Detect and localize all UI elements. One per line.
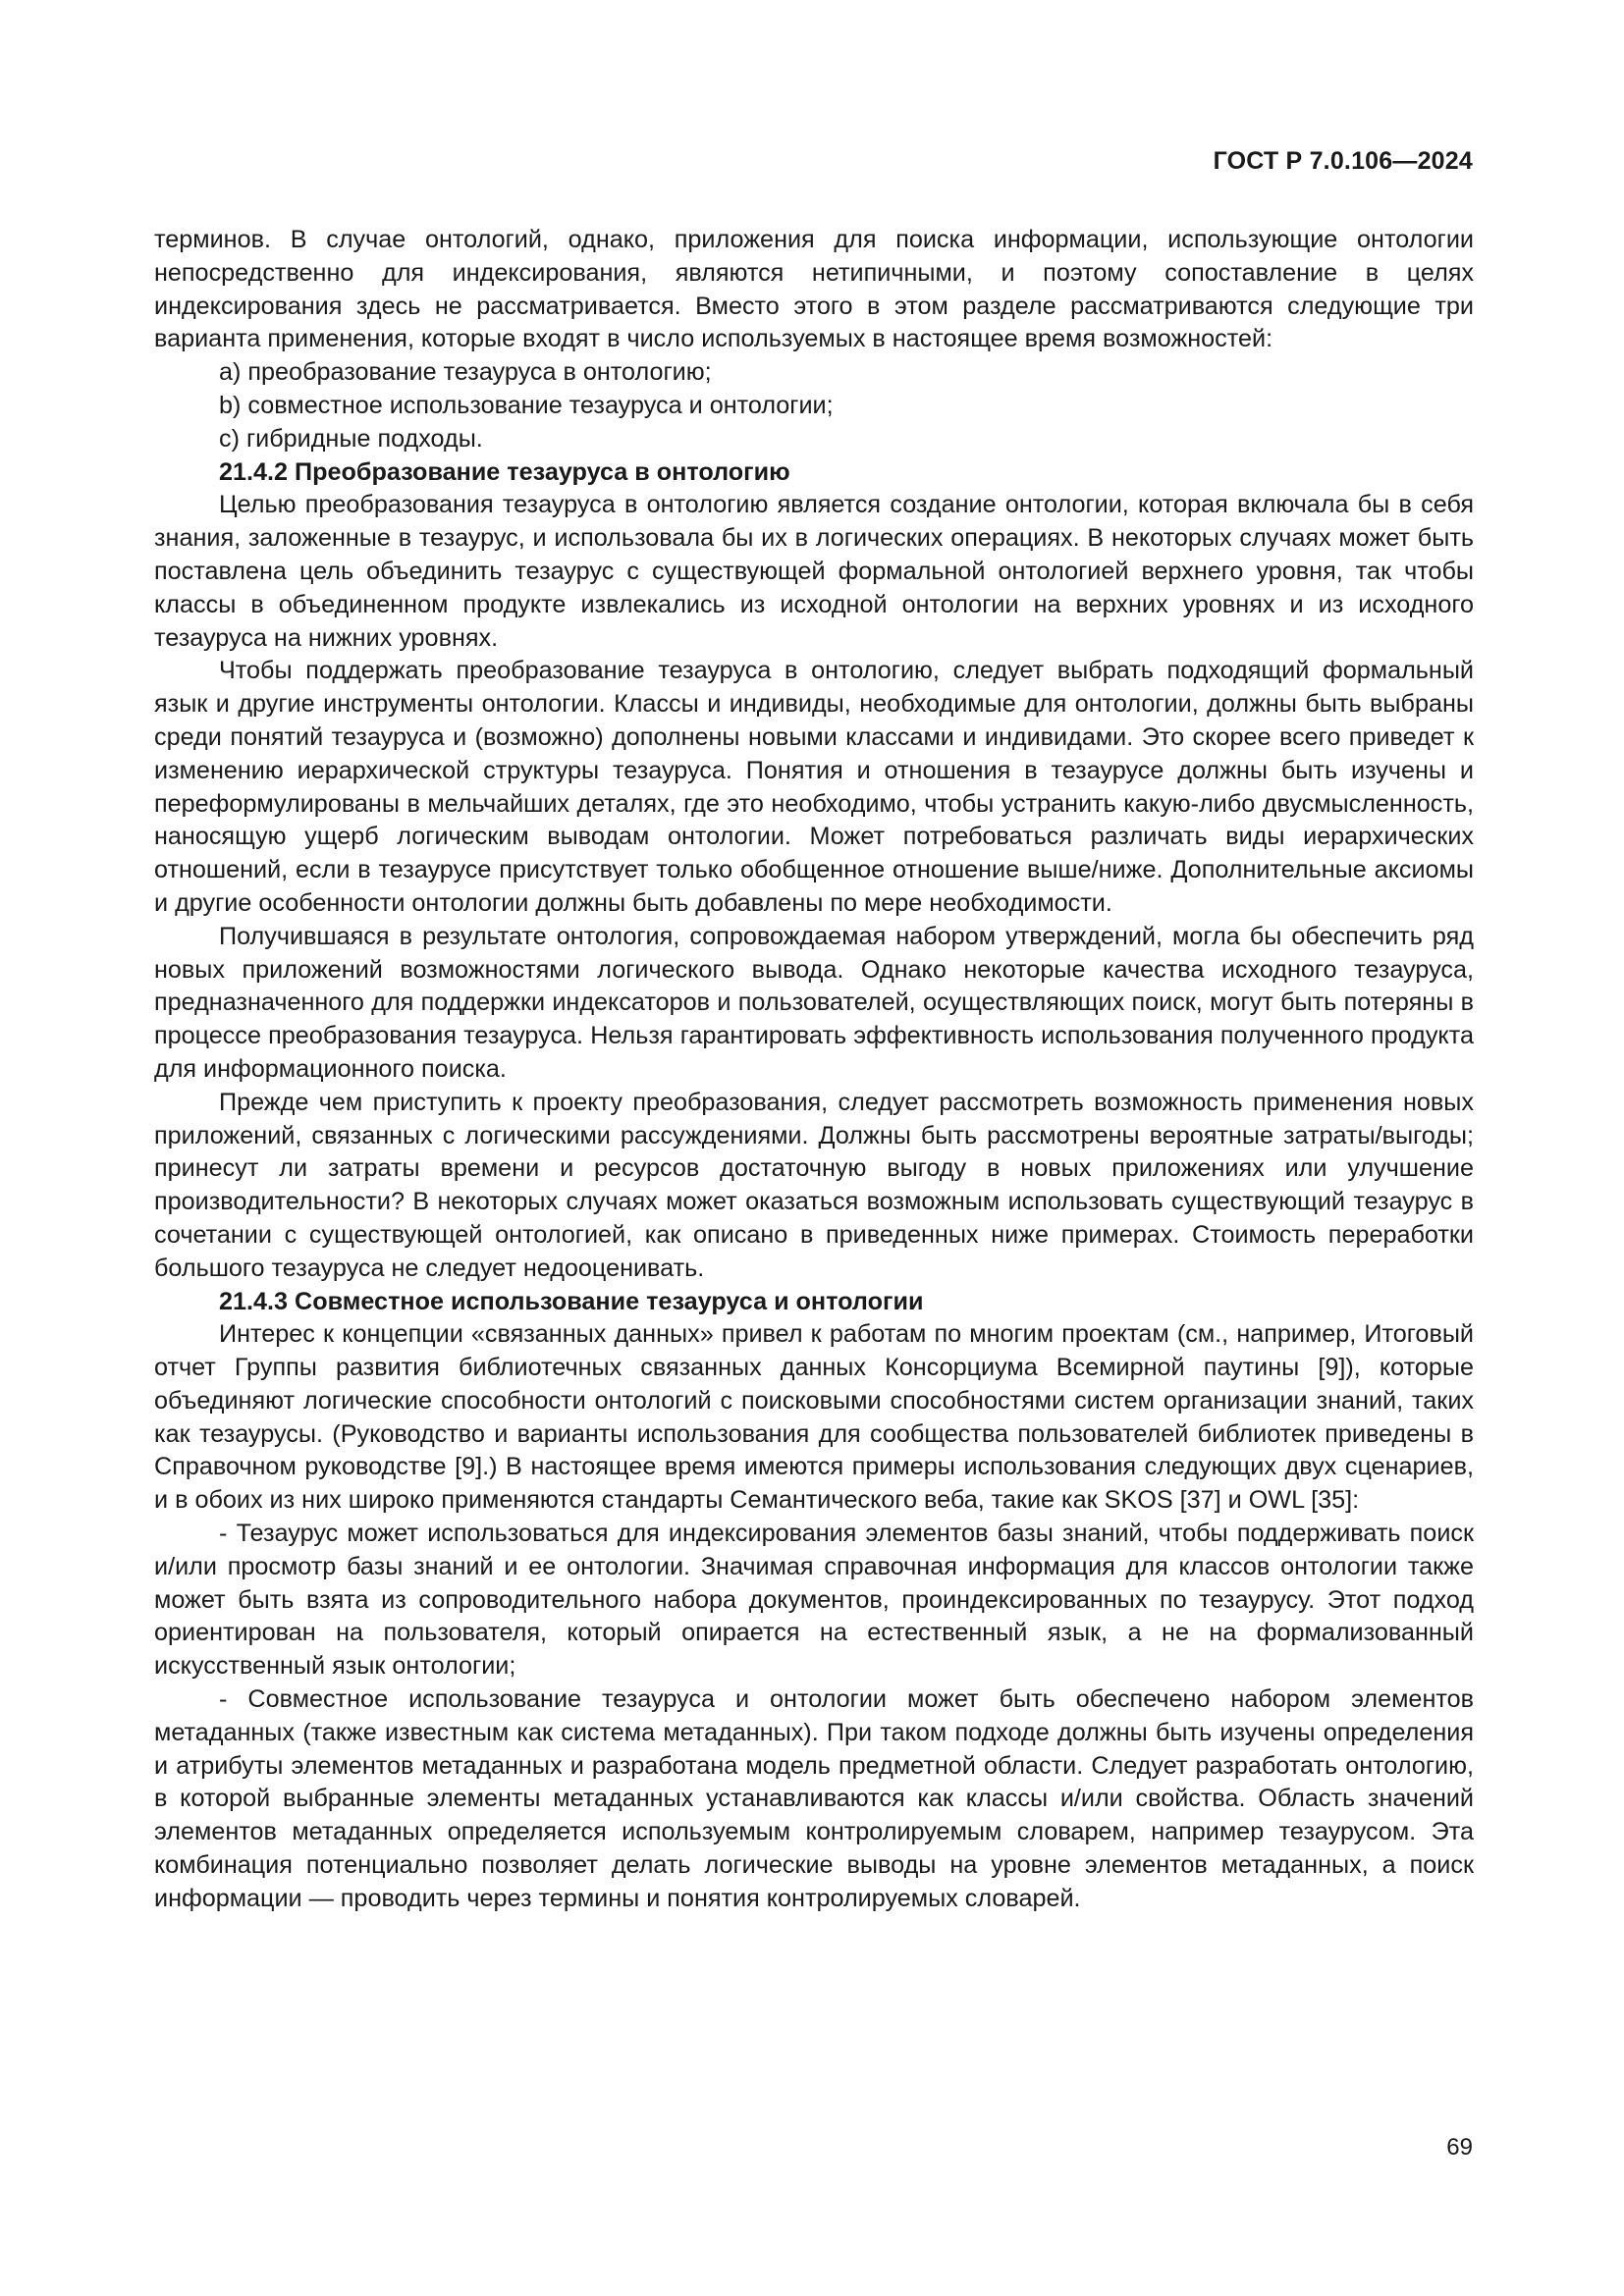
paragraph-intro: терминов. В случае онтологий, однако, приложения для поиска информации, использующие онтологии непосредственно для индексирования, являются нетипичными, и поэтому сопоставление в целях индексирования здесь не рассматривается. Вместо этого в этом разделе рассматриваются следующие три варианта применения, которые входят в число используемых в настоящее время возможностей: [154,226,1474,353]
paragraph-result: Получившаяся в результате онтология, сопровождаемая набором утверждений, могла бы обеспечить ряд новых приложений возможностями логического вывода. Однако некоторые качества исходного тезауруса, предназначенного для поддержки индексаторов и пользователей, осуществляющих поиск, могут быть потеряны в процессе преобразования тезауруса. Нельзя гарантировать эффективность использования полученного продукта для информационного поиска. [154,922,1474,1083]
paragraph-linked-data: Интерес к концепции «связанных данных» привел к работам по многим проектам (см., например, Итоговый отчет Группы развития библиотечных связанных данных Консорциума Всемирной паутины [9]), которые объединяют логические способности онтологий с поисковыми способностями систем организации знаний, таких как тезаурусы. (Руководство и варианты использования для сообщества пользователей библиотек приведены в Справочном руководстве [9].) В настоящее время имеются примеры использования следующих двух сценариев, и в обоих из них широко применяются стандарты Семантического веба, такие как SKOS [37] и OWL [35]: [154,1320,1474,1515]
paragraph-scenario-1: - Тезаурус может использоваться для индексирования элементов базы знаний, чтобы поддерживать поиск и/или просмотр базы знаний и ее онтологии. Значимая справочная информация для классов онтологии также может быть взята из сопроводительного набора документов, проиндексированных по тезаурусу. Этот подход ориентирован на пользователя, который опирается на естественный язык, а не на формализованный искусственный язык онтологии; [154,1520,1474,1681]
section-heading-21-4-2: 21.4.2 Преобразование тезауруса в онтологию [219,457,790,486]
paragraph-before-project: Прежде чем приступить к проекту преобразования, следует рассмотреть возможность применения новых приложений, связанных с логическими рассуждениями. Должны быть рассмотрены вероятные затраты/выгоды; принесут ли затраты времени и ресурсов достаточную выгоду в новых приложениях или улучшение производительности? В некоторых случаях может оказаться возможным использовать существующий тезаурус в сочетании с существующей онтологией, как описано в приведенных ниже примерах. Стоимость переработки большого тезауруса не следует недооценивать. [154,1088,1474,1282]
paragraph-support: Чтобы поддержать преобразование тезауруса в онтологию, следует выбрать подходящий формальный язык и другие инструменты онтологии. Классы и индивиды, необходимые для онтологии, должны быть выбраны среди понятий тезауруса и (возможно) дополнены новыми классами и индивидами. Это скорее всего приведет к изменению иерархической структуры тезауруса. Понятия и отношения в тезаурусе должны быть изучены и переформулированы в мельчайших деталях, где это необходимо, чтобы устранить какую-либо двусмысленность, наносящую ущерб логическим выводам онтологии. Может потребоваться различать виды иерархических отношений, если в тезаурусе присутствует только обобщенное отношение выше/ниже. Дополнительные аксиомы и другие особенности онтологии должны быть добавлены по мере необходимости. [154,657,1474,917]
document-id-header: ГОСТ Р 7.0.106—2024 [1213,147,1473,175]
list-item-b: b) совместное использование тезауруса и онтологии; [219,391,834,419]
page-content [154,224,1474,1916]
paragraph-goal: Целью преобразования тезауруса в онтологию является создание онтологии, которая включала бы в себя знания, заложенные в тезаурус, и использовала бы их в логических операциях. В некоторых случаях может быть поставлена цель объединить тезаурус с существующей формальной онтологией верхнего уровня, так чтобы классы в объединенном продукте извлекались из исходной онтологии на верхних уровнях и из исходного тезауруса на нижних уровнях. [154,491,1474,652]
section-heading-21-4-3: 21.4.3 Совместное использование тезауруса и онтологии [219,1287,924,1315]
list-item-a: a) преобразование тезауруса в онтологию; [219,358,712,387]
page-number: 69 [1446,2134,1473,2161]
paragraph-scenario-2: - Совместное использование тезауруса и онтологии может быть обеспечено набором элементов метаданных (также известным как система метаданных). При таком подходе должны быть изучены определения и атрибуты элементов метаданных и разработана модель предметной области. Следует разработать онтологию, в которой выбранные элементы метаданных устанавливаются как классы и/или свойства. Область значений элементов метаданных определяется используемым контролируемым словарем, например тезаурусом. Эта комбинация потенциально позволяет делать логические выводы на уровне элементов метаданных, а поиск информации — проводить через термины и понятия контролируемых словарей. [154,1685,1474,1912]
list-item-c: c) гибридные подходы. [219,424,483,453]
